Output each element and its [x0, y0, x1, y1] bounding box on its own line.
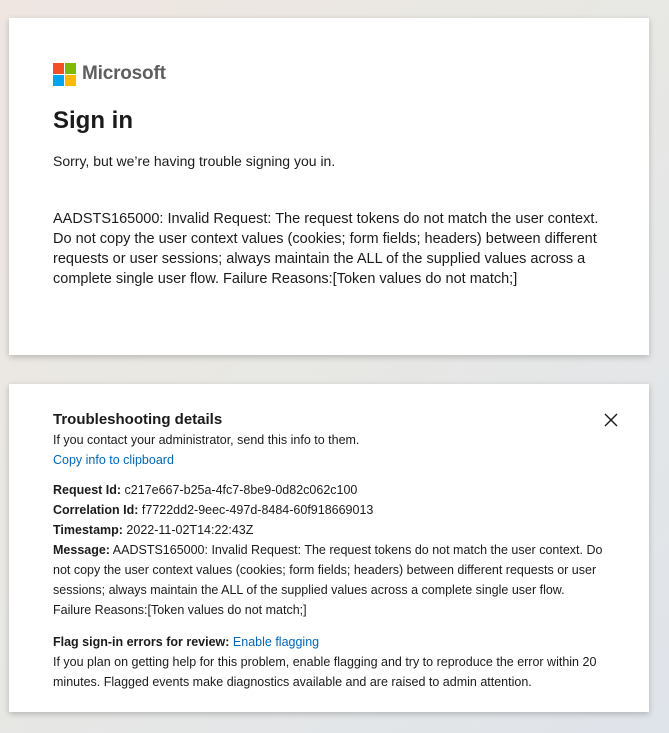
page-title: Sign in	[53, 107, 133, 134]
close-button[interactable]	[603, 412, 619, 428]
logo-square-yellow	[65, 75, 76, 86]
timestamp-label: Timestamp:	[53, 523, 123, 537]
microsoft-logo	[53, 62, 605, 86]
correlation-id-label: Correlation Id:	[53, 503, 139, 517]
details-block	[53, 480, 605, 620]
flag-row	[53, 632, 605, 652]
error-subtitle: Sorry, but we’re having trouble signing you in.	[53, 153, 336, 169]
correlation-id-value: f7722dd2-9eec-497d-8484-60f918669013	[141, 503, 374, 517]
correlation-id-row	[53, 500, 605, 520]
troubleshooting-card	[9, 384, 649, 712]
microsoft-logo-icon	[53, 63, 76, 86]
copy-info-link[interactable]: Copy info to clipboard	[53, 453, 174, 467]
flag-label: Flag sign-in errors for review:	[53, 635, 230, 649]
flag-help-text: If you plan on getting help for this problem, enable flagging and try to reproduce the error within 20 minutes. Flagged events make diagnostics available and are raised to admin attention.	[53, 655, 597, 689]
timestamp-value: 2022-11-02T14:22:43Z	[126, 523, 254, 537]
logo-text: Microsoft	[82, 63, 166, 84]
logo-square-red	[53, 63, 64, 74]
request-id-row	[53, 480, 605, 500]
flag-block	[53, 632, 605, 692]
signin-card	[9, 18, 649, 355]
request-id-value: c217e667-b25a-4fc7-8be9-0d82c062c100	[124, 483, 358, 497]
enable-flagging-link[interactable]: Enable flagging	[232, 635, 320, 649]
close-icon	[603, 412, 619, 428]
troubleshooting-intro: If you contact your administrator, send this info to them.	[53, 433, 360, 447]
message-value: AADSTS165000: Invalid Request: The request tokens do not match the user context. Do not copy the user context values (cookies; form fields; headers) between different requests or user sessions; always maintain the ALL of the supplied values across a complete single user flow. Failure Reasons:[Token values do not match;]	[53, 543, 603, 617]
timestamp-row	[53, 520, 605, 540]
message-label: Message:	[53, 543, 110, 557]
troubleshooting-title: Troubleshooting details	[53, 411, 223, 428]
message-row	[53, 540, 605, 620]
logo-square-green	[65, 63, 76, 74]
request-id-label: Request Id:	[53, 483, 122, 497]
error-message: AADSTS165000: Invalid Request: The request tokens do not match the user context. Do not copy the user context values (cookies; form fields; headers) between different requests or user sessions; always maintain the ALL of the supplied values across a complete single user flow. Failure Reasons:[Token values do not match;]	[53, 211, 599, 287]
logo-square-blue	[53, 75, 64, 86]
